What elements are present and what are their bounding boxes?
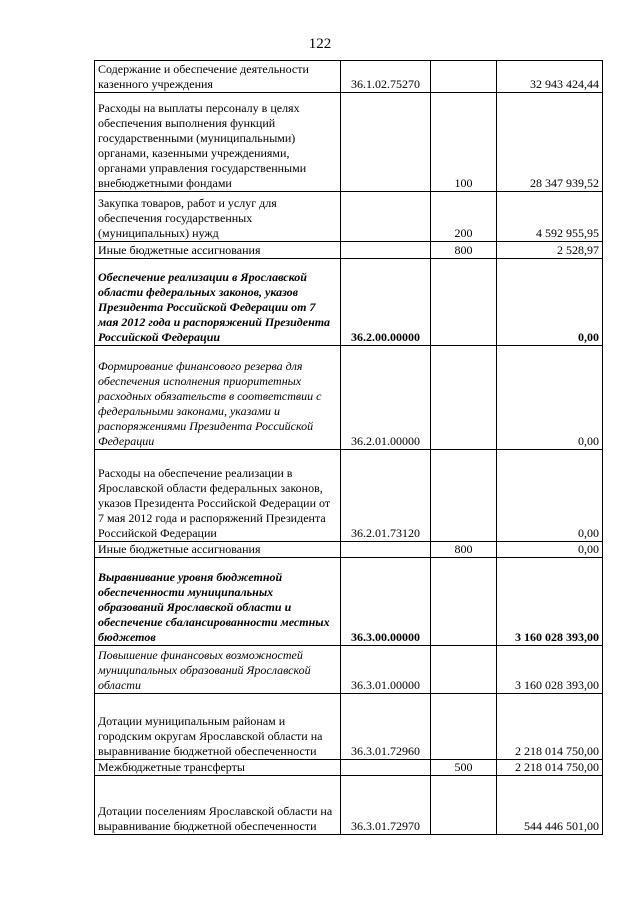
budget-item-amount: 3 160 028 393,00 [497,558,603,646]
budget-item-code: 36.1.02.75270 [341,61,431,93]
budget-item-code: 36.2.01.00000 [341,346,431,450]
table-row [95,259,603,346]
budget-item-code [341,93,431,192]
expense-type-code [431,694,497,760]
expense-type-code: 100 [431,93,497,192]
budget-item-amount: 0,00 [497,450,603,542]
budget-item-code [341,192,431,242]
expense-type-code [431,558,497,646]
table-row [95,242,603,259]
budget-item-code: 36.2.01.73120 [341,450,431,542]
budget-item-amount: 0,00 [497,346,603,450]
budget-item-amount: 544 446 501,00 [497,776,603,835]
budget-item-amount: 2 218 014 750,00 [497,760,603,776]
budget-item-name: Расходы на обеспечение реализации в Ярославской области федеральных законов, указов Президента Российской Федерации от 7 мая 2012 года и распоряжений Президента Российской Федерации [95,450,341,542]
budget-item-name: Обеспечение реализации в Ярославской области федеральных законов, указов Президента Российской Федерации от 7 мая 2012 года и распоряжений Президента Российской Федерации [95,259,341,346]
budget-item-amount: 0,00 [497,259,603,346]
budget-item-name: Иные бюджетные ассигнования [95,542,341,558]
expense-type-code: 800 [431,242,497,259]
table-row [95,694,603,760]
budget-item-code: 36.3.00.00000 [341,558,431,646]
table-row [95,558,603,646]
budget-item-name: Формирование финансового резерва для обеспечения исполнения приоритетных расходных обязательств в соответствии с федеральными законами, указами и распоряжениями Президента Российской Федерации [95,346,341,450]
budget-item-code [341,542,431,558]
page-number: 122 [308,36,332,52]
budget-item-amount: 0,00 [497,542,603,558]
budget-table [94,60,603,835]
expense-type-code [431,346,497,450]
table-row [95,93,603,192]
expense-type-code: 200 [431,192,497,242]
budget-item-name: Расходы на выплаты персоналу в целях обеспечения выполнения функций государственными (муниципальными) органами, казенными учреждениями, органами управления государственными внебюджетными фондами [95,93,341,192]
table-row [95,192,603,242]
budget-item-code [341,760,431,776]
expense-type-code: 800 [431,542,497,558]
budget-item-code: 36.3.01.72970 [341,776,431,835]
budget-item-name: Выравнивание уровня бюджетной обеспеченности муниципальных образований Ярославской области и обеспечение сбалансированности местных бюджетов [95,558,341,646]
expense-type-code: 500 [431,760,497,776]
budget-item-code: 36.2.00.00000 [341,259,431,346]
budget-item-name: Дотации поселениям Ярославской области на выравнивание бюджетной обеспеченности [95,776,341,835]
expense-type-code [431,61,497,93]
expense-type-code [431,259,497,346]
budget-item-name: Дотации муниципальным районам и городским округам Ярославской области на выравнивание бюджетной обеспеченности [95,694,341,760]
budget-item-name: Повышение финансовых возможностей муниципальных образований Ярославской области [95,646,341,694]
budget-item-amount: 2 528,97 [497,242,603,259]
budget-item-code [341,242,431,259]
budget-item-amount: 3 160 028 393,00 [497,646,603,694]
budget-item-code: 36.3.01.72960 [341,694,431,760]
table-row [95,760,603,776]
table-row [95,776,603,835]
budget-item-amount: 28 347 939,52 [497,93,603,192]
table-row [95,346,603,450]
budget-item-amount: 4 592 955,95 [497,192,603,242]
table-row [95,450,603,542]
budget-item-name: Содержание и обеспечение деятельности казенного учреждения [95,61,341,93]
expense-type-code [431,776,497,835]
table-row [95,646,603,694]
expense-type-code [431,450,497,542]
budget-item-code: 36.3.01.00000 [341,646,431,694]
expense-type-code [431,646,497,694]
table-row [95,542,603,558]
budget-item-amount: 32 943 424,44 [497,61,603,93]
table-row [95,61,603,93]
budget-item-amount: 2 218 014 750,00 [497,694,603,760]
budget-item-name: Закупка товаров, работ и услуг для обеспечения государственных (муниципальных) нужд [95,192,341,242]
budget-table-body [95,61,603,835]
budget-item-name: Иные бюджетные ассигнования [95,242,341,259]
budget-item-name: Межбюджетные трансферты [95,760,341,776]
